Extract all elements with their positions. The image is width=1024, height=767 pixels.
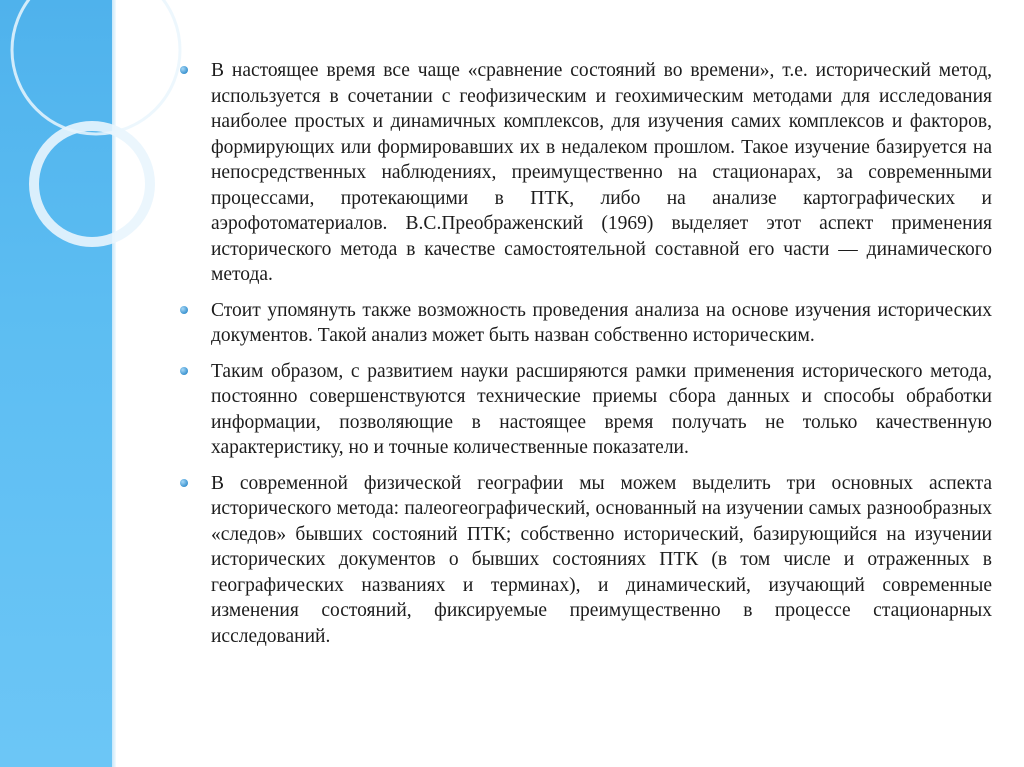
bullet-dot-icon <box>180 479 188 487</box>
bullet-dot-icon <box>180 367 188 375</box>
bullet-item-4 <box>180 471 992 650</box>
bullet-text-4: В современной физической географии мы можем выделить три основных аспекта исторического метода: палеогеографический, основанный на изучении самых разнообразных «следов» бывших состояний ПТК; собственно исторический, базирующийся на изучении исторических документов о бывших состояниях ПТК (в том числе и отраженных в географических названиях и терминах), и динамический, изучающий современные изменения состояний, фиксируемые преимущественно в процессе стационарных исследований. <box>211 472 992 647</box>
bullet-dot-icon <box>180 66 188 74</box>
bullet-text-1: В настоящее время все чаще «сравнение состояний во времени», т.е. исторический метод, используется в сочетании с геофизическим и геохимическим методами для исследования наиболее простых и динамичных комплексов, для изучения самих комплексов и факторов, формирующих или формировавших их в недалеком прошлом. Такое изучение базируется на непосредственных наблюдениях, преимущественно на стационарах, за современными процессами, протекающими в ПТК, либо на анализе картографических и аэрофотоматериалов. В.С.Преображенский (1969) выделяет этот аспект применения исторического метода в качестве самостоятельной составной его части — динамического метода. <box>211 60 992 285</box>
bullet-text-2: Стоит упомянуть также возможность проведения анализа на основе изучения исторических документов. Такой анализ может быть назван собственно историческим. <box>211 299 992 346</box>
bullet-list <box>180 58 992 649</box>
decorative-divider <box>112 0 116 767</box>
bullet-dot-icon <box>180 306 188 314</box>
bullet-text-3: Таким образом, с развитием науки расширяются рамки применения исторического метода, постоянно совершенствуются технические приемы сбора данных и способы обработки информации, позволяющие в настоящее время получать не только качественную характеристику, но и точные количественные показатели. <box>211 360 992 458</box>
bullet-item-2 <box>180 298 992 349</box>
bullet-item-1 <box>180 58 992 288</box>
decorative-side-band <box>0 0 112 767</box>
bullet-item-3 <box>180 359 992 461</box>
slide-content <box>180 58 992 659</box>
